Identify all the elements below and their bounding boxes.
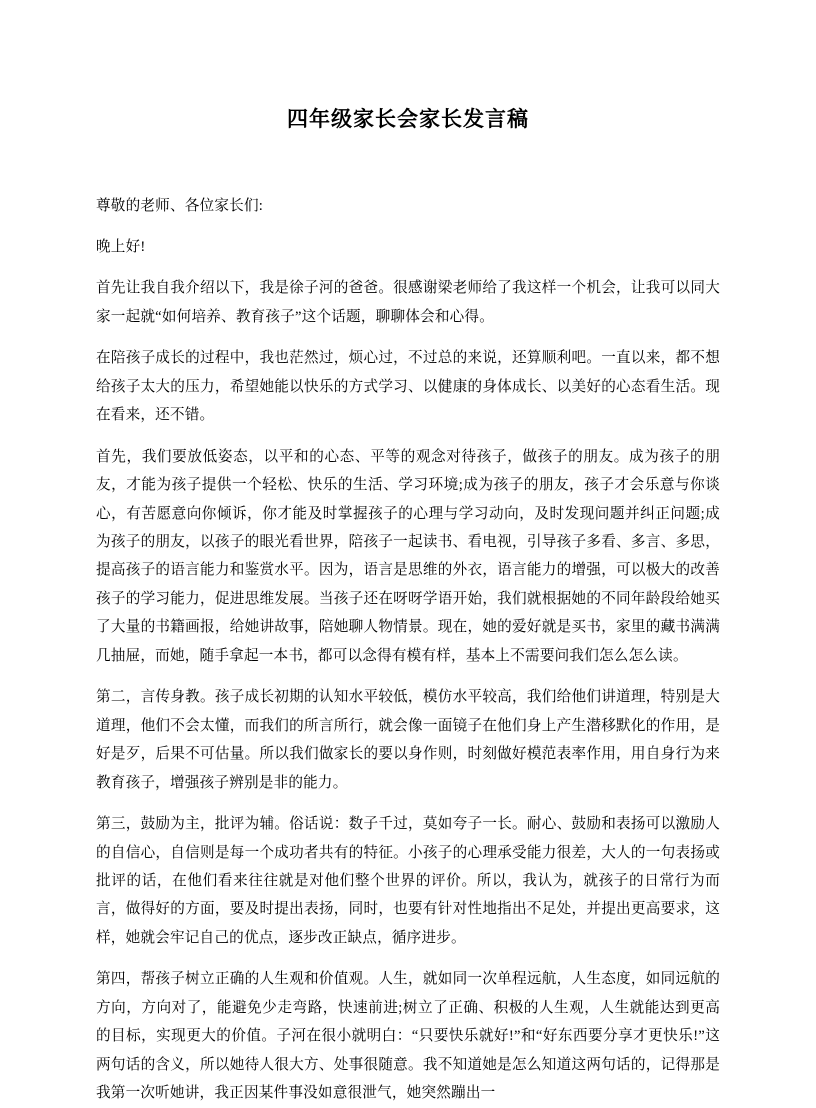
- paragraph-point-two: 第二，言传身教。孩子成长初期的认知水平较低，模仿水平较高，我们给他们讲道理，特别是大道理，他们不会太懂，而我们的所言所行，就会像一面镜子在他们身上产生潜移默化的作用，是好是歹，后果不可估量。所以我们做家长的要以身作则，时刻做好模范表率作用，用自身行为来教育孩子，增强孩子辨别是非的能力。: [96, 689, 720, 791]
- paragraph-growth: 在陪孩子成长的过程中，我也茫然过，烦心过，不过总的来说，还算顺利吧。一直以来，都不想给孩子太大的压力，希望她能以快乐的方式学习、以健康的身体成长、以美好的心态看生活。现在看来，还不错。: [96, 350, 720, 424]
- paragraph-point-three: 第三，鼓励为主，批评为辅。俗话说：数子千过，莫如夸子一长。耐心、鼓励和表扬可以激励人的自信心，自信则是每一个成功者共有的特征。小孩子的心理承受能力很差，大人的一句表扬或批评的话，在他们看来往往就是对他们整个世界的评价。所以，我认为，就孩子的日常行为而言，做得好的方面，要及时提出表扬，同时，也要有针对性地指出不足处，并提出更高要求，这样，她就会牢记自己的优点，逐步改正缺点，循序进步。: [96, 816, 720, 946]
- paragraph-salutation: 尊敬的老师、各位家长们:: [96, 197, 263, 214]
- document-body: [96, 192, 720, 1108]
- paragraph-greeting: 晚上好!: [96, 238, 146, 255]
- paragraph-point-one: 首先，我们要放低姿态，以平和的心态、平等的观念对待孩子，做孩子的朋友。成为孩子的朋友，才能为孩子提供一个轻松、快乐的生活、学习环境;成为孩子的朋友，孩子才会乐意与你谈心，有苦愿意向你倾诉，你才能及时掌握孩子的心理与学习动向，及时发现问题并纠正问题;成为孩子的朋友，以孩子的眼光看世界，陪孩子一起读书、看电视，引导孩子多看、多言、多思，提高孩子的语言能力和鉴赏水平。因为，语言是思维的外衣，语言能力的增强，可以极大的改善孩子的学习能力，促进思维发展。当孩子还在呀呀学语开始，我们就根据她的不同年龄段给她买了大量的书籍画报，给她讲故事，陪她聊人物情景。现在，她的爱好就是买书，家里的藏书满满几抽屉，而她，随手拿起一本书，都可以念得有模有样，基本上不需要问我们怎么怎么读。: [96, 448, 720, 664]
- paragraph-intro: 首先让我自我介绍以下，我是徐子河的爸爸。很感谢梁老师给了我这样一个机会，让我可以同大家一起就“如何培养、教育孩子”这个话题，聊聊体会和心得。: [96, 280, 720, 325]
- paragraph-point-four: 第四，帮孩子树立正确的人生观和价值观。人生，就如同一次单程远航，人生态度，如同远航的方向，方向对了，能避免少走弯路，快速前进;树立了正确、积极的人生观，人生就能达到更高的目标，实现更大的价值。子河在很小就明白：“只要快乐就好!”和“好东西要分享才更快乐!”这两句话的含义，所以她待人很大方、处事很随意。我不知道她是怎么知道这两句话的，记得那是我第一次听她讲，我正因某件事没如意很泄气，她突然蹦出一: [96, 971, 720, 1102]
- page-title: 四年级家长会家长发言稿: [287, 107, 529, 131]
